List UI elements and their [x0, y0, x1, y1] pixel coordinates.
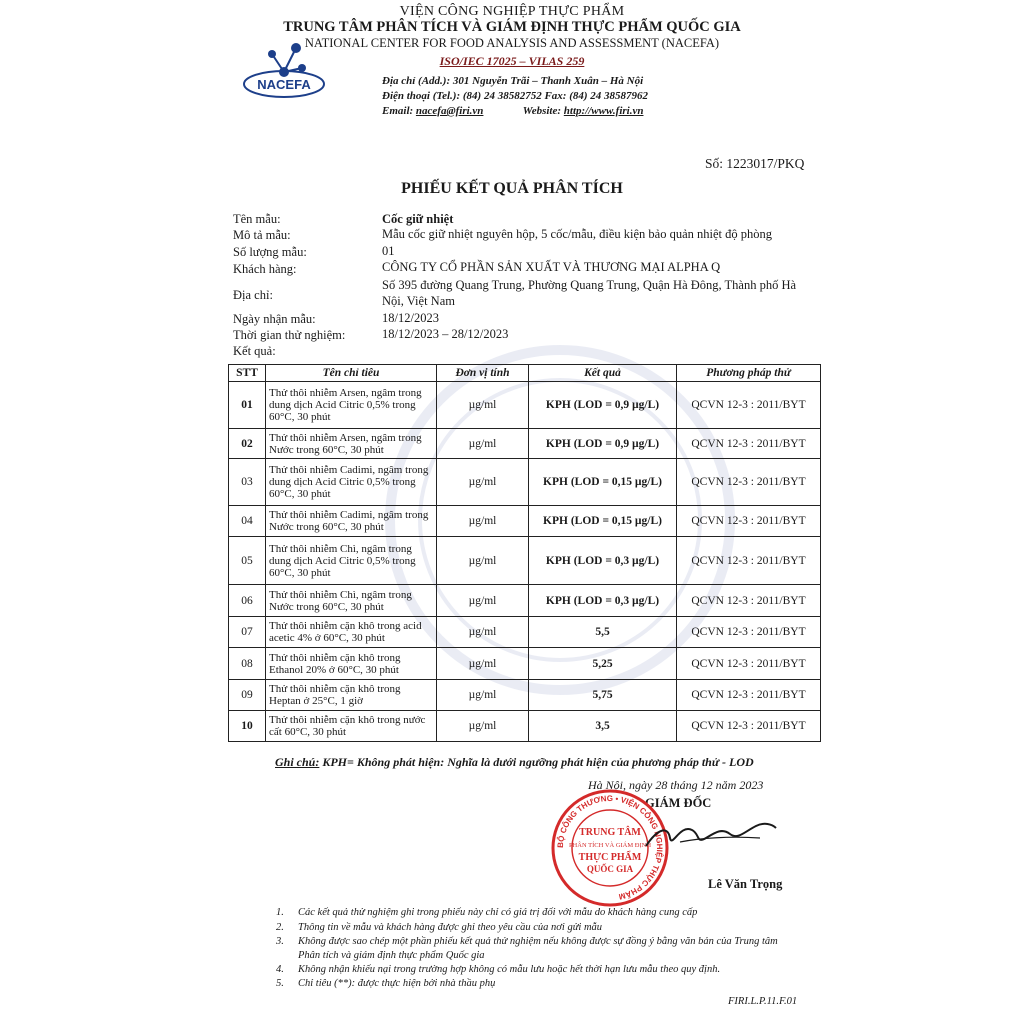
footnote: Phân tích và giám định thực phẩm Quốc gia — [298, 950, 485, 961]
cell-result: KPH (LOD = 0,15 µg/L) — [529, 459, 677, 506]
website-link[interactable]: http://www.firi.vn — [563, 105, 644, 117]
header-result: Kết quả — [529, 365, 677, 382]
info-label: Mô tả mẫu: — [233, 228, 291, 242]
cell-unit: µg/ml — [437, 429, 529, 459]
sign-title: GIÁM ĐỐC — [645, 796, 712, 810]
info-value: 18/12/2023 – 28/12/2023 — [382, 327, 509, 341]
cell-criterion: Thử thôi nhiễm Arsen, ngâm trong dung dịch Acid Citric 0,5% trong 60°C, 30 phút — [266, 382, 437, 429]
table-row — [229, 382, 821, 429]
cell-criterion: Thử thôi nhiễm Arsen, ngâm trong Nước trong 60°C, 30 phút — [266, 429, 437, 459]
info-value: 01 — [382, 244, 395, 258]
table-header-row — [229, 365, 821, 382]
stamp-line1: TRUNG TÂM — [579, 827, 641, 838]
cell-criterion: Thử thôi nhiễm Cadimi, ngâm trong Nước trong 60°C, 30 phút — [266, 506, 437, 537]
table-row — [229, 429, 821, 459]
info-value: Mẫu cốc giữ nhiệt nguyên hộp, 5 cốc/mẫu, điều kiện bảo quản nhiệt độ phòng — [382, 227, 773, 241]
footnote: 5. Chỉ tiêu (**): được thực hiện bởi nhà thầu phụ — [276, 978, 496, 989]
info-value: CÔNG TY CỔ PHẦN SẢN XUẤT VÀ THƯƠNG MẠI ALPHA Q — [382, 260, 721, 274]
info-value-cont: Nội, Việt Nam — [382, 294, 455, 308]
note-label: Ghi chú: — [275, 755, 320, 769]
cell-result: KPH (LOD = 0,9 µg/L) — [529, 429, 677, 459]
table-row — [229, 585, 821, 617]
center-name-vn: TRUNG TÂM PHÂN TÍCH VÀ GIÁM ĐỊNH THỰC PHẨM QUỐC GIA — [283, 19, 741, 35]
header-criterion: Tên chỉ tiêu — [266, 365, 437, 382]
info-value: Số 395 đường Quang Trung, Phường Quang Trung, Quận Hà Đông, Thành phố Hà — [382, 278, 797, 292]
handwritten-signature — [640, 808, 780, 858]
cell-method: QCVN 12-3 : 2011/BYT — [677, 680, 821, 711]
info-label: Khách hàng: — [233, 262, 297, 276]
info-label: Kết quả: — [233, 344, 276, 358]
cell-criterion: Thử thôi nhiễm cặn khô trong Heptan ở 25°C, 1 giờ — [266, 680, 437, 711]
cell-stt: 02 — [229, 429, 266, 459]
info-label: Thời gian thử nghiệm: — [233, 328, 346, 342]
cell-result: 5,5 — [529, 617, 677, 648]
cell-stt: 03 — [229, 459, 266, 506]
table-row — [229, 711, 821, 742]
document-title: PHIẾU KẾT QUẢ PHÂN TÍCH — [401, 180, 623, 197]
cell-stt: 05 — [229, 537, 266, 585]
cell-unit: µg/ml — [437, 382, 529, 429]
cell-stt: 06 — [229, 585, 266, 617]
institute-name: VIỆN CÔNG NGHIỆP THỰC PHẨM — [399, 4, 625, 19]
footnote: 4. Không nhận khiếu nại trong trường hợp không có mẫu lưu hoặc hết thời hạn lưu mẫu theo quy định. — [276, 964, 721, 975]
contact-line — [382, 105, 643, 117]
cell-stt: 09 — [229, 680, 266, 711]
cell-result: 5,75 — [529, 680, 677, 711]
cell-unit: µg/ml — [437, 711, 529, 742]
cell-criterion: Thử thôi nhiễm Chì, ngâm trong dung dịch Acid Citric 0,5% trong 60°C, 30 phút — [266, 537, 437, 585]
cell-method: QCVN 12-3 : 2011/BYT — [677, 648, 821, 680]
table-row — [229, 459, 821, 506]
stamp-line2: PHÂN TÍCH VÀ GIÁM ĐỊNH — [568, 842, 652, 849]
cell-result: 3,5 — [529, 711, 677, 742]
cell-result: KPH (LOD = 0,15 µg/L) — [529, 506, 677, 537]
form-code: FIRI.L.P.11.F.01 — [728, 996, 798, 1007]
cell-unit: µg/ml — [437, 617, 529, 648]
cell-unit: µg/ml — [437, 537, 529, 585]
header-stt: STT — [229, 365, 266, 382]
stamp-line4: QUỐC GIA — [586, 864, 634, 874]
stamp-line3: THỰC PHẨM — [578, 852, 642, 863]
cell-method: QCVN 12-3 : 2011/BYT — [677, 585, 821, 617]
cell-method: QCVN 12-3 : 2011/BYT — [677, 459, 821, 506]
cell-result: KPH (LOD = 0,3 µg/L) — [529, 585, 677, 617]
header-unit: Đơn vị tính — [437, 365, 529, 382]
cell-unit: µg/ml — [437, 506, 529, 537]
table-row — [229, 680, 821, 711]
address-line: Địa chỉ (Add.): 301 Nguyễn Trãi – Thanh Xuân – Hà Nội — [382, 75, 644, 87]
cell-stt: 07 — [229, 617, 266, 648]
cell-stt: 04 — [229, 506, 266, 537]
cell-unit: µg/ml — [437, 680, 529, 711]
cell-stt: 10 — [229, 711, 266, 742]
document-number: Số: 1223017/PKQ — [705, 156, 805, 171]
table-row — [229, 648, 821, 680]
cell-unit: µg/ml — [437, 459, 529, 506]
email-label: Email: — [382, 105, 414, 117]
cell-method: QCVN 12-3 : 2011/BYT — [677, 506, 821, 537]
signer-name: Lê Văn Trọng — [708, 877, 783, 891]
info-label: Số lượng mẫu: — [233, 245, 307, 259]
info-label: Tên mẫu: — [233, 212, 281, 226]
cell-criterion: Thử thôi nhiễm Chì, ngâm trong Nước trong 60°C, 30 phút — [266, 585, 437, 617]
email-link[interactable]: nacefa@firi.vn — [415, 105, 484, 117]
footnote: 3. Không được sao chép một phần phiếu kết quả thử nghiệm nếu không được sự đồng ý bằng văn bản của Trung tâm — [276, 936, 778, 947]
cell-criterion: Thử thôi nhiễm Cadimi, ngâm trong dung dịch Acid Citric 0,5% trong 60°C, 30 phút — [266, 459, 437, 506]
website-label: Website: — [522, 105, 562, 117]
table-row — [229, 537, 821, 585]
cell-result: KPH (LOD = 0,9 µg/L) — [529, 382, 677, 429]
sign-date: Hà Nội, ngày 28 tháng 12 năm 2023 — [588, 778, 764, 792]
footnote: 1. Các kết quả thử nghiệm ghi trong phiếu này chỉ có giá trị đối với mẫu do khách hàng cung cấp — [276, 907, 698, 918]
table-row — [229, 506, 821, 537]
cell-criterion: Thử thôi nhiễm cặn khô trong Ethanol 20% ở 60°C, 30 phút — [266, 648, 437, 680]
info-value: 18/12/2023 — [382, 311, 439, 325]
table-row — [229, 617, 821, 648]
cell-method: QCVN 12-3 : 2011/BYT — [677, 537, 821, 585]
info-label: Địa chỉ: — [233, 288, 273, 302]
footnote: 2. Thông tin về mẫu và khách hàng được ghi theo yêu cầu của nơi gửi mẫu — [276, 922, 603, 933]
note-line — [275, 755, 754, 770]
cell-stt: 01 — [229, 382, 266, 429]
logo-text: NACEFA — [257, 77, 311, 92]
nacefa-logo — [238, 40, 330, 108]
note-text: KPH= Không phát hiện: Nghĩa là dưới ngưỡng phát hiện của phương pháp thử - LOD — [322, 755, 754, 769]
cell-method: QCVN 12-3 : 2011/BYT — [677, 617, 821, 648]
cell-criterion: Thử thôi nhiễm cặn khô trong acid acetic 4% ở 60°C, 30 phút — [266, 617, 437, 648]
info-value: Cốc giữ nhiệt — [382, 212, 454, 226]
cell-method: QCVN 12-3 : 2011/BYT — [677, 382, 821, 429]
cell-result: KPH (LOD = 0,3 µg/L) — [529, 537, 677, 585]
accreditation: ISO/IEC 17025 – VILAS 259 — [439, 54, 585, 68]
cell-criterion: Thử thôi nhiễm cặn khô trong nước cất 60°C, 30 phút — [266, 711, 437, 742]
center-name-en: NATIONAL CENTER FOR FOOD ANALYSIS AND ASSESSMENT (NACEFA) — [304, 36, 720, 50]
stamp-ring-text: BỘ CÔNG THƯƠNG • VIỆN CÔNG NGHIỆP THỰC PHẨM — [555, 793, 665, 902]
cell-stt: 08 — [229, 648, 266, 680]
cell-method: QCVN 12-3 : 2011/BYT — [677, 711, 821, 742]
cell-unit: µg/ml — [437, 585, 529, 617]
cell-unit: µg/ml — [437, 648, 529, 680]
header-method: Phương pháp thử — [677, 365, 821, 382]
phone-line: Điện thoại (Tel.): (84) 24 38582752 Fax: (84) 24 38587962 — [382, 90, 649, 102]
cell-result: 5,25 — [529, 648, 677, 680]
info-label: Ngày nhận mẫu: — [233, 312, 316, 326]
cell-method: QCVN 12-3 : 2011/BYT — [677, 429, 821, 459]
results-table — [228, 364, 821, 742]
